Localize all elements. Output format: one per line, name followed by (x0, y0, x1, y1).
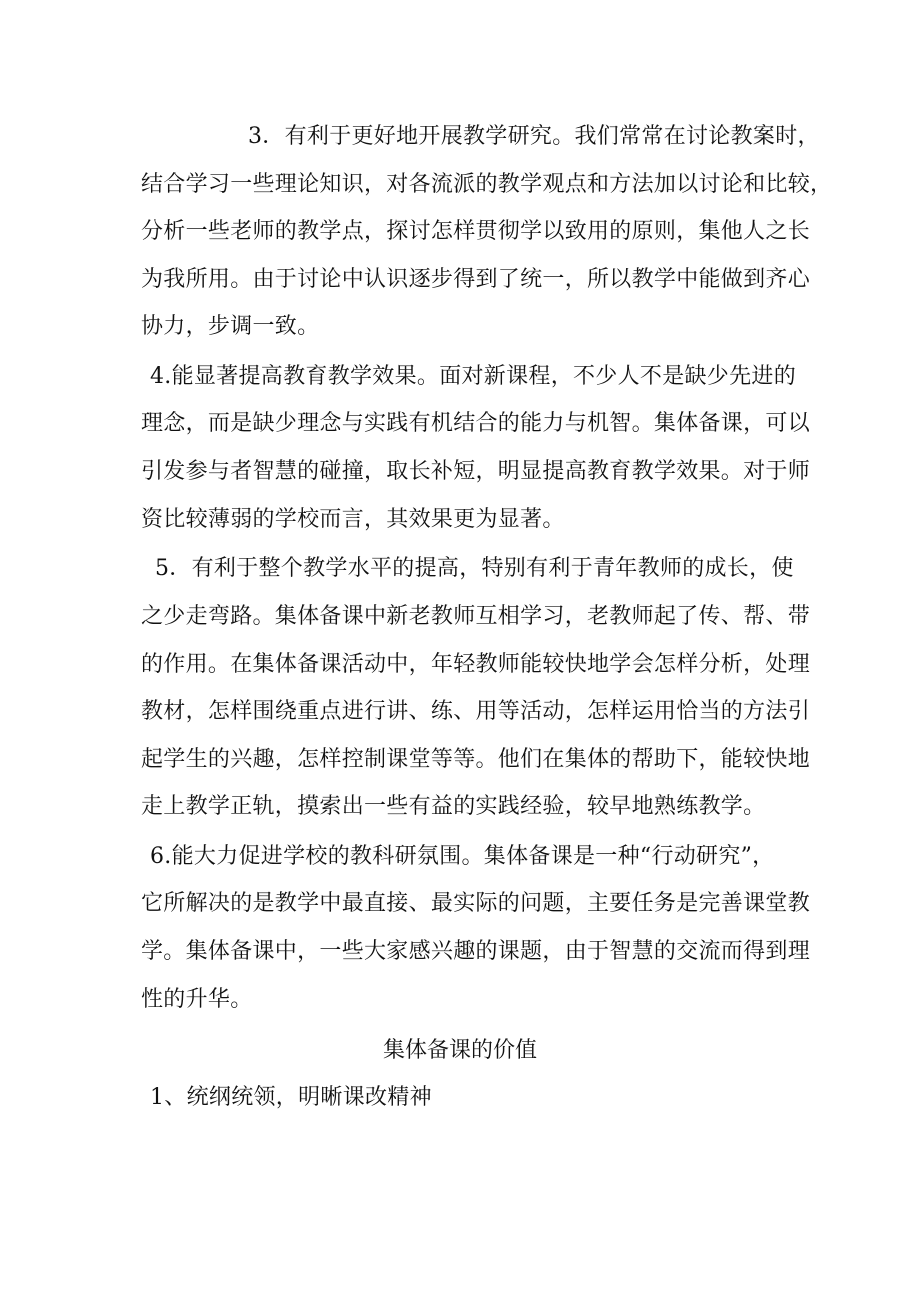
text-line: 引发参与者智慧的碰撞，取长补短，明显提高教育教学效果。对于师 (141, 459, 811, 484)
text-line: 教材，怎样围绕重点进行讲、练、用等活动，怎样运用恰当的方法引 (141, 699, 811, 724)
text-line: 走上教学正轨，摸索出一些有益的实践经验，较早地熟练教学。 (141, 794, 766, 819)
text-line: 5．有利于整个教学水平的提高，特别有利于青年教师的成长，使 (155, 556, 794, 581)
text-line: 6.能大力促进学校的教科研氛围。集体备课是一种“行动研究”， (150, 844, 775, 869)
section-item: 1、统纲统领，明晰课改精神 (150, 1085, 432, 1110)
text-line: 资比较薄弱的学校而言，其效果更为显著。 (141, 507, 565, 532)
text-line: 为我所用。由于讨论中认识逐步得到了统一，所以教学中能做到齐心 (141, 267, 811, 292)
text-line: 之少走弯路。集体备课中新老教师互相学习，老教师起了传、帮、带 (141, 604, 811, 629)
text-line: 4.能显著提高教育教学效果。面对新课程，不少人不是缺少先进的 (150, 364, 796, 389)
text-line: 结合学习一些理论知识，对各流派的教学观点和方法加以讨论和比较， (141, 172, 833, 197)
text-line: 的作用。在集体备课活动中，年轻教师能较快地学会怎样分析，处理 (141, 652, 811, 677)
text-line: 协力，步调一致。 (141, 314, 320, 339)
section-title: 集体备课的价值 (382, 1038, 537, 1063)
text-line: 起学生的兴趣，怎样控制课堂等等。他们在集体的帮助下，能较快地 (141, 747, 811, 772)
text-line: 分析一些老师的教学点，探讨怎样贯彻学以致用的原则，集他人之长 (141, 219, 811, 244)
text-line: 它所解决的是教学中最直接、最实际的问题，主要任务是完善课堂教 (141, 891, 811, 916)
text-line: 3．有利于更好地开展教学研究。我们常常在讨论教案时， (248, 124, 820, 149)
text-line: 学。集体备课中，一些大家感兴趣的课题，由于智慧的交流而得到理 (141, 939, 811, 964)
text-line: 理念，而是缺少理念与实践有机结合的能力与机智。集体备课，可以 (141, 411, 811, 436)
text-line: 性的升华。 (141, 987, 253, 1012)
